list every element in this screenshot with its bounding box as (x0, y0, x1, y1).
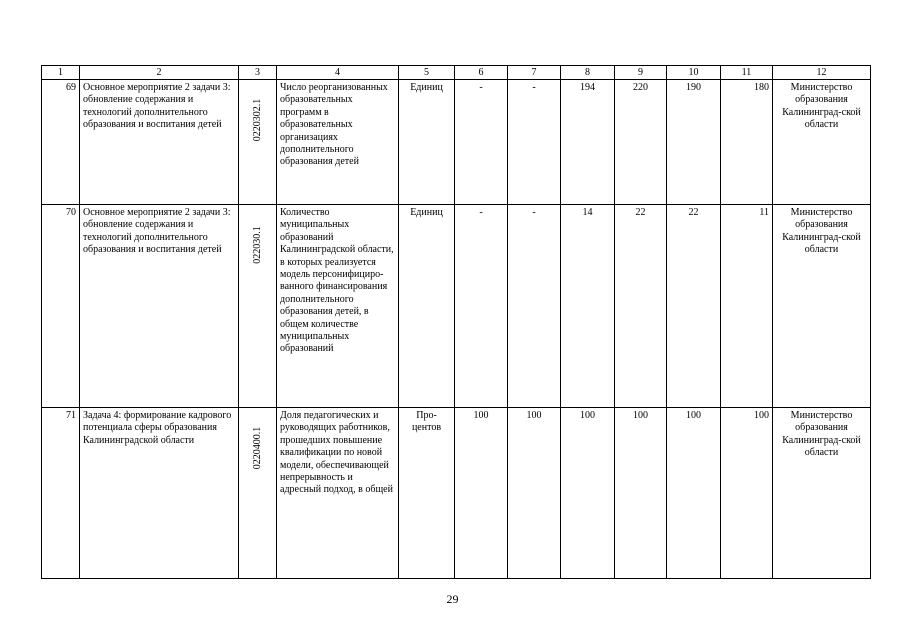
unit-cell: Про-центов (399, 408, 455, 579)
value-cell: 100 (508, 408, 561, 579)
code-text: 0220302.1 (251, 98, 263, 142)
table-row (42, 205, 871, 408)
activity-cell: Основное мероприятие 2 задачи 3: обновление содержания и технологий дополнительного образования и воспитания детей (80, 80, 239, 205)
code-cell (239, 80, 277, 205)
column-header: 7 (508, 66, 561, 80)
indicator-cell: Количество муниципальных образований Калининградской области, в которых реализуется модель персонифициро-ванного финансирования дополнительного образования детей, в общем количестве муниципальных образований (277, 205, 399, 408)
value-cell: 22 (667, 205, 721, 408)
column-header: 1 (42, 66, 80, 80)
page-number: 29 (446, 592, 459, 606)
value-cell: - (455, 205, 508, 408)
value-cell: 100 (561, 408, 615, 579)
table-header-row (42, 66, 871, 80)
unit-cell: Единиц (399, 205, 455, 408)
row-number: 70 (42, 205, 80, 408)
department-cell: Министерство образования Калининград-ской области (773, 80, 871, 205)
code-cell (239, 205, 277, 408)
indicator-cell: Число реорганизованных образовательных программ в образовательных организациях дополнительного образования детей (277, 80, 399, 205)
department-cell: Министерство образования Калининград-ской области (773, 408, 871, 579)
code-text: 0220400.1 (251, 426, 263, 470)
column-header: 12 (773, 66, 871, 80)
column-header: 10 (667, 66, 721, 80)
value-cell: 22 (615, 205, 667, 408)
value-cell: 100 (721, 408, 773, 579)
value-cell: 100 (667, 408, 721, 579)
table-row (42, 408, 871, 579)
activity-cell: Задача 4: формирование кадрового потенциала сферы образования Калининградской области (80, 408, 239, 579)
value-cell: 14 (561, 205, 615, 408)
column-header: 5 (399, 66, 455, 80)
value-cell: - (508, 80, 561, 205)
unit-cell: Единиц (399, 80, 455, 205)
column-header: 8 (561, 66, 615, 80)
row-number: 69 (42, 80, 80, 205)
column-header: 9 (615, 66, 667, 80)
row-number: 71 (42, 408, 80, 579)
value-cell: 190 (667, 80, 721, 205)
column-header: 4 (277, 66, 399, 80)
table-row (42, 80, 871, 205)
value-cell: 220 (615, 80, 667, 205)
department-cell: Министерство образования Калининград-ской области (773, 205, 871, 408)
value-cell: 194 (561, 80, 615, 205)
column-header: 3 (239, 66, 277, 80)
value-cell: 180 (721, 80, 773, 205)
value-cell: - (455, 80, 508, 205)
value-cell: 11 (721, 205, 773, 408)
column-header: 6 (455, 66, 508, 80)
value-cell: - (508, 205, 561, 408)
indicators-table (41, 65, 871, 579)
column-header: 2 (80, 66, 239, 80)
code-cell (239, 408, 277, 579)
column-header: 11 (721, 66, 773, 80)
value-cell: 100 (615, 408, 667, 579)
activity-cell: Основное мероприятие 2 задачи 3: обновление содержания и технологий дополнительного образования и воспитания детей (80, 205, 239, 408)
indicator-cell: Доля педагогических и руководящих работников, прошедших повышение квалификации по новой модели, обеспечивающей непрерывность и адресный подход, в общей (277, 408, 399, 579)
code-text: 022030.1 (251, 226, 263, 264)
value-cell: 100 (455, 408, 508, 579)
